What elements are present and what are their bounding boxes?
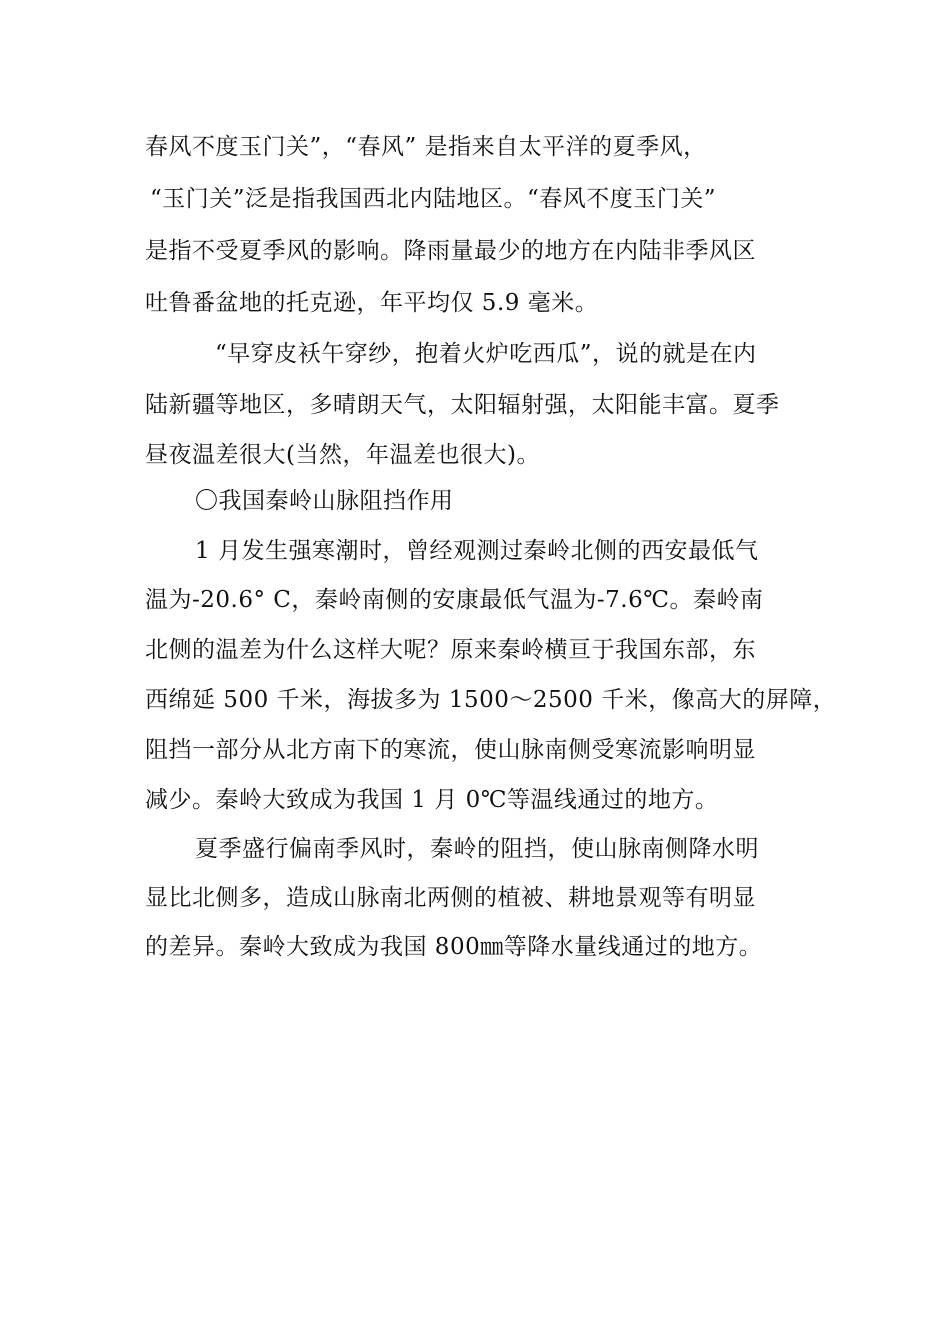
text-line: “早穿皮袄午穿纱，抱着火炉吃西瓜”，说的就是在内 [215, 341, 757, 367]
text-line: “玉门关”泛是指我国西北内陆地区。“春风不度玉门关” [150, 186, 717, 212]
text-line: 的差异。秦岭大致成为我国 800㎜等降水量线通过的地方。 [145, 934, 763, 960]
text-line: 减少。秦岭大致成为我国 1 月 0℃等温线通过的地方。 [145, 787, 719, 813]
text-line: 温为-20.6° C，秦岭南侧的安康最低气温为-7.6℃。秦岭南 [145, 587, 764, 613]
text-line: 吐鲁番盆地的托克逊，年平均仅 5.9 毫米。 [145, 290, 599, 316]
text-line: 春风不度玉门关”，“春风” 是指来自太平洋的夏季风， [145, 134, 707, 160]
text-line: 是指不受夏季风的影响。降雨量最少的地方在内陆非季风区 [145, 238, 756, 264]
text-line: 西绵延 500 千米，海拔多为 1500～2500 千米，像高大的屏障， [145, 687, 837, 713]
section-heading: 〇我国秦岭山脉阻挡作用 [195, 488, 454, 514]
text-line: 夏季盛行偏南季风时，秦岭的阻挡，使山脉南侧降水明 [195, 836, 759, 862]
text-line: 北侧的温差为什么这样大呢？原来秦岭横亘于我国东部，东 [145, 637, 756, 663]
text-line: 阻挡一部分从北方南下的寒流，使山脉南侧受寒流影响明显 [145, 737, 756, 763]
text-line: 陆新疆等地区，多晴朗天气，太阳辐射强，太阳能丰富。夏季 [145, 392, 780, 418]
text-line: 昼夜温差很大(当然，年温差也很大)。 [145, 442, 540, 468]
text-line: 1 月发生强寒潮时，曾经观测过秦岭北侧的西安最低气 [195, 538, 759, 564]
text-line: 显比北侧多，造成山脉南北两侧的植被、耕地景观等有明显 [145, 885, 756, 911]
